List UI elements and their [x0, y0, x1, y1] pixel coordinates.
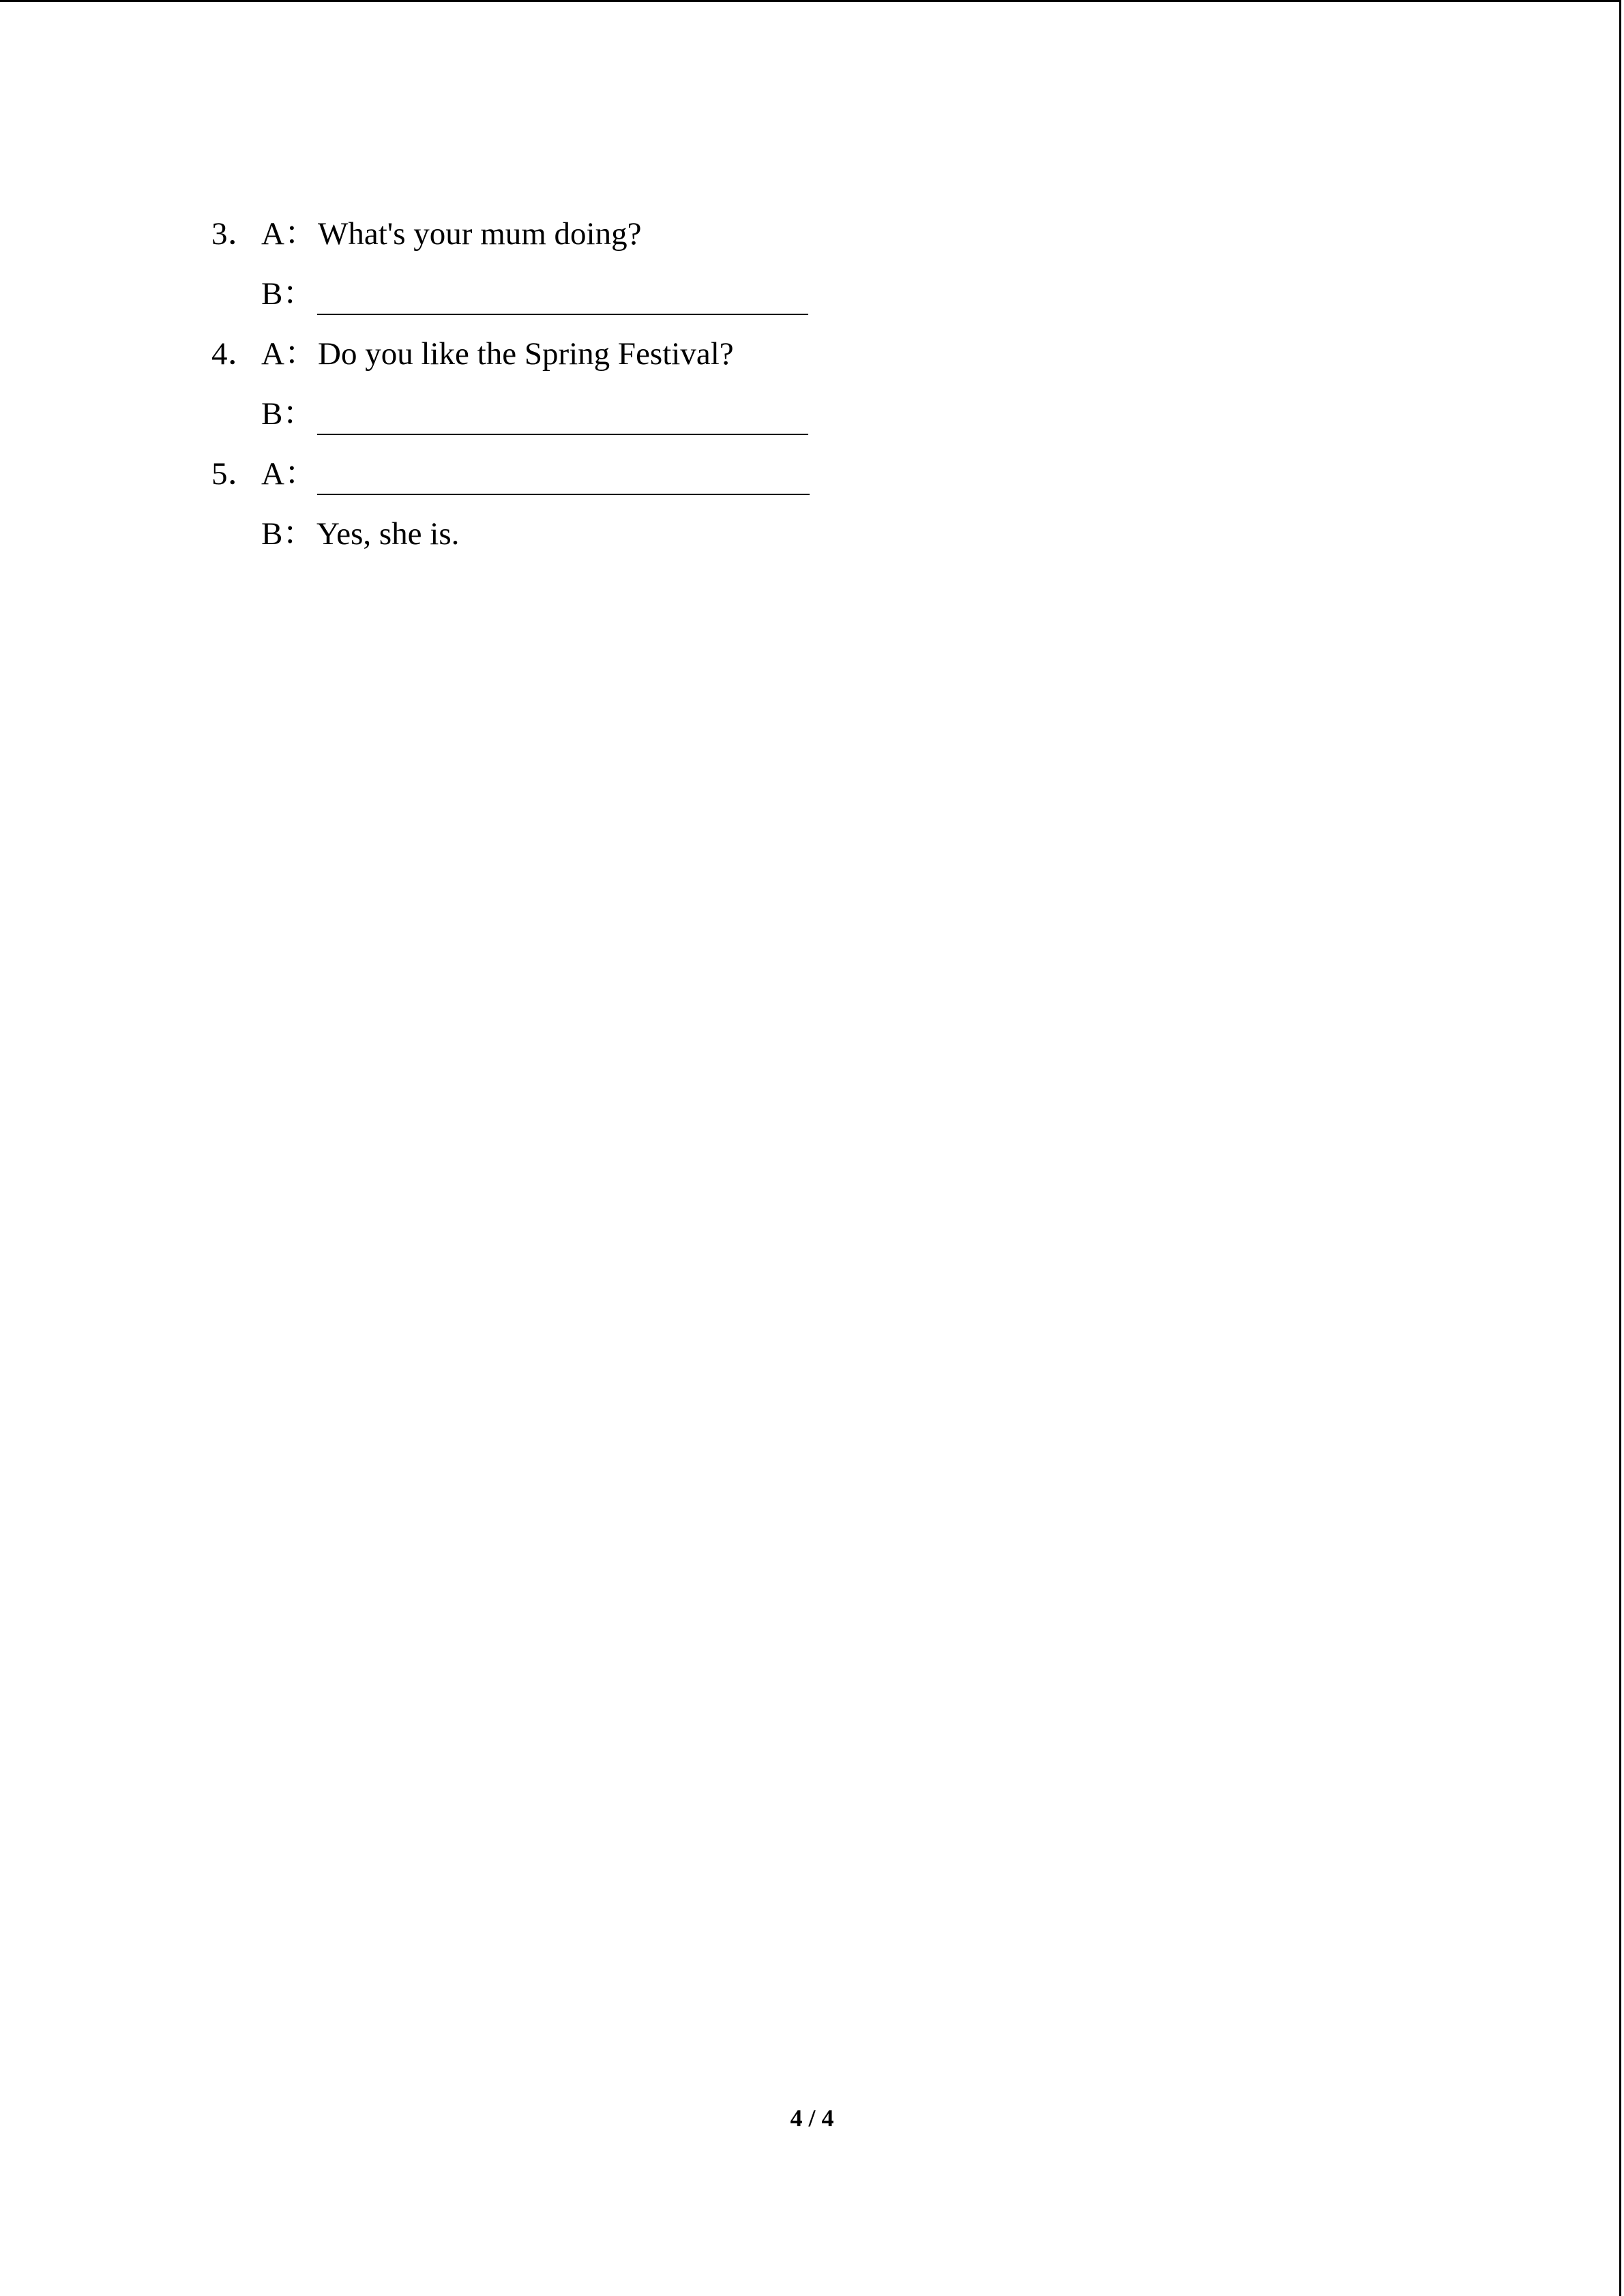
- item-number: 5．: [211, 456, 260, 492]
- speaker-b-label: B：: [261, 276, 315, 312]
- speaker-a-label: A：: [261, 336, 316, 372]
- question-text: Do you like the Spring Festival?: [318, 336, 734, 372]
- question-text: What's your mum doing?: [318, 216, 642, 252]
- page-number: 4 / 4: [790, 2104, 834, 2132]
- speaker-a-label: A：: [261, 456, 316, 492]
- answer-blank[interactable]: [317, 314, 808, 315]
- speaker-b-label: B：: [261, 396, 315, 432]
- speaker-b-label: B：: [261, 516, 315, 552]
- answer-text: Yes, she is.: [316, 516, 460, 552]
- item-number: 4．: [211, 336, 260, 372]
- item-number: 3．: [211, 216, 260, 252]
- question-blank[interactable]: [317, 494, 810, 495]
- speaker-a-label: A：: [261, 216, 316, 252]
- answer-blank[interactable]: [317, 434, 808, 435]
